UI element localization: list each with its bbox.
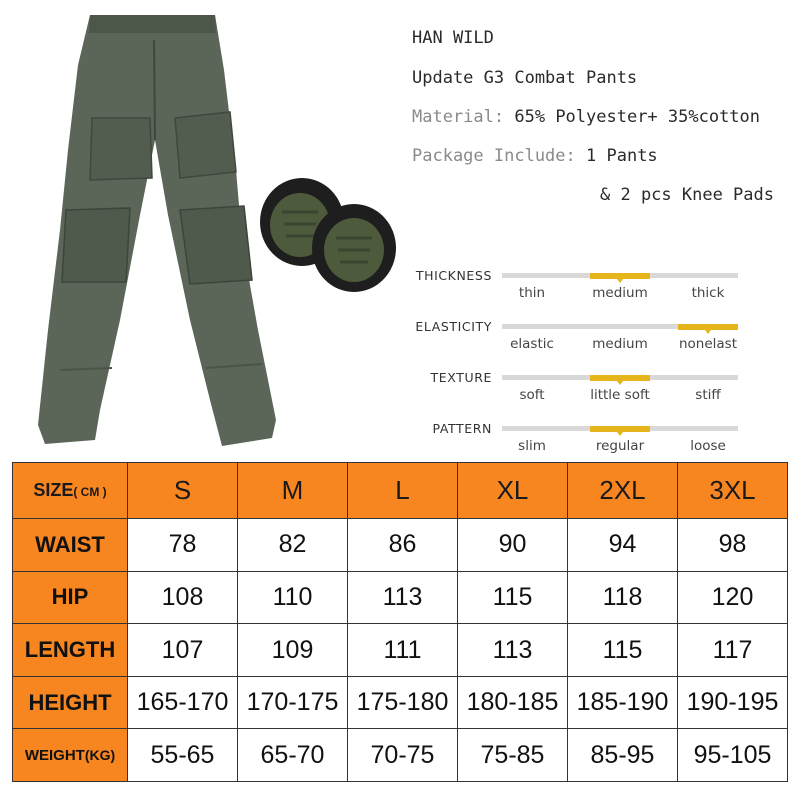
size-cell: XL — [458, 463, 568, 519]
product-name: Update G3 Combat Pants — [412, 68, 638, 88]
table-cell: 55-65 — [128, 729, 238, 782]
scale-option: regular — [595, 438, 645, 454]
scale-option: thick — [691, 285, 725, 301]
table-cell: 115 — [568, 624, 678, 677]
feature-scales — [400, 262, 800, 462]
material-label: Material: — [412, 107, 505, 127]
size-cell: L — [348, 463, 458, 519]
table-cell: 98 — [678, 519, 788, 572]
table-cell: 108 — [128, 571, 238, 624]
table-cell: 190-195 — [678, 676, 788, 729]
table-cell: 75-85 — [458, 729, 568, 782]
brand-name: HAN WILD — [412, 28, 494, 48]
table-cell: 118 — [568, 571, 678, 624]
spec-name: TEXTURE — [430, 370, 492, 385]
table-cell: 180-185 — [458, 676, 568, 729]
spec-name: THICKNESS — [415, 268, 492, 283]
scale-option: slim — [518, 438, 546, 454]
size-header-label: SIZE( CM ) — [13, 463, 128, 519]
table-cell: 113 — [348, 571, 458, 624]
unit-label: (KG) — [84, 746, 116, 763]
knee-pads-image — [260, 178, 396, 292]
spec-elasticity — [400, 313, 800, 355]
row-label: HEIGHT — [13, 676, 128, 729]
scale-selected-marker — [590, 273, 650, 279]
size-cell: 2XL — [568, 463, 678, 519]
table-cell: 165-170 — [128, 676, 238, 729]
scale-option: elastic — [510, 336, 554, 352]
row-label: LENGTH — [13, 624, 128, 677]
table-cell: 107 — [128, 624, 238, 677]
table-cell: 170-175 — [238, 676, 348, 729]
spec-thickness — [400, 262, 800, 304]
package-line — [412, 146, 658, 166]
row-label-weight: WEIGHT(KG) — [13, 729, 128, 782]
scale-option: medium — [592, 285, 648, 301]
table-cell: 185-190 — [568, 676, 678, 729]
unit-label: ( CM ) — [73, 485, 107, 500]
table-cell: 70-75 — [348, 729, 458, 782]
package-item-1: 1 Pants — [586, 146, 658, 166]
scale-option: thin — [518, 285, 546, 301]
product-illustration — [0, 0, 400, 455]
spec-name: PATTERN — [432, 421, 492, 436]
table-cell: 117 — [678, 624, 788, 677]
table-cell: 113 — [458, 624, 568, 677]
table-cell: 110 — [238, 571, 348, 624]
spec-texture — [400, 364, 800, 406]
scale-selected-marker — [590, 375, 650, 381]
table-cell: 95-105 — [678, 729, 788, 782]
package-label: Package Include: — [412, 146, 576, 166]
spec-name: ELASTICITY — [415, 319, 492, 334]
table-row-waist — [13, 519, 788, 572]
scale-option: nonelast — [678, 336, 738, 352]
table-row-weight — [13, 729, 788, 782]
scale-option: loose — [690, 438, 726, 454]
size-chart-table — [12, 462, 788, 782]
table-cell: 90 — [458, 519, 568, 572]
size-cell: S — [128, 463, 238, 519]
material-value: 65% Polyester+ 35%cotton — [514, 107, 761, 127]
row-label: HIP — [13, 571, 128, 624]
spec-pattern — [400, 415, 800, 457]
size-cell: 3XL — [678, 463, 788, 519]
scale-selected-marker — [590, 426, 650, 432]
size-header-row — [13, 463, 788, 519]
table-row-length — [13, 624, 788, 677]
scale-option: stiff — [695, 387, 721, 403]
material-line — [412, 107, 760, 127]
table-row-height — [13, 676, 788, 729]
scale-selected-marker — [678, 324, 738, 330]
table-cell: 85-95 — [568, 729, 678, 782]
size-cell: M — [238, 463, 348, 519]
table-cell: 82 — [238, 519, 348, 572]
scale-option: medium — [592, 336, 648, 352]
table-cell: 78 — [128, 519, 238, 572]
combat-pants-image — [38, 15, 276, 446]
scale-option: little soft — [590, 387, 650, 403]
row-label: WAIST — [13, 519, 128, 572]
table-cell: 86 — [348, 519, 458, 572]
scale-option: soft — [519, 387, 545, 403]
table-cell: 109 — [238, 624, 348, 677]
table-cell: 120 — [678, 571, 788, 624]
package-item-2: & 2 pcs Knee Pads — [600, 185, 774, 205]
table-cell: 115 — [458, 571, 568, 624]
table-cell: 111 — [348, 624, 458, 677]
table-cell: 65-70 — [238, 729, 348, 782]
table-cell: 175-180 — [348, 676, 458, 729]
table-row-hip — [13, 571, 788, 624]
table-cell: 94 — [568, 519, 678, 572]
